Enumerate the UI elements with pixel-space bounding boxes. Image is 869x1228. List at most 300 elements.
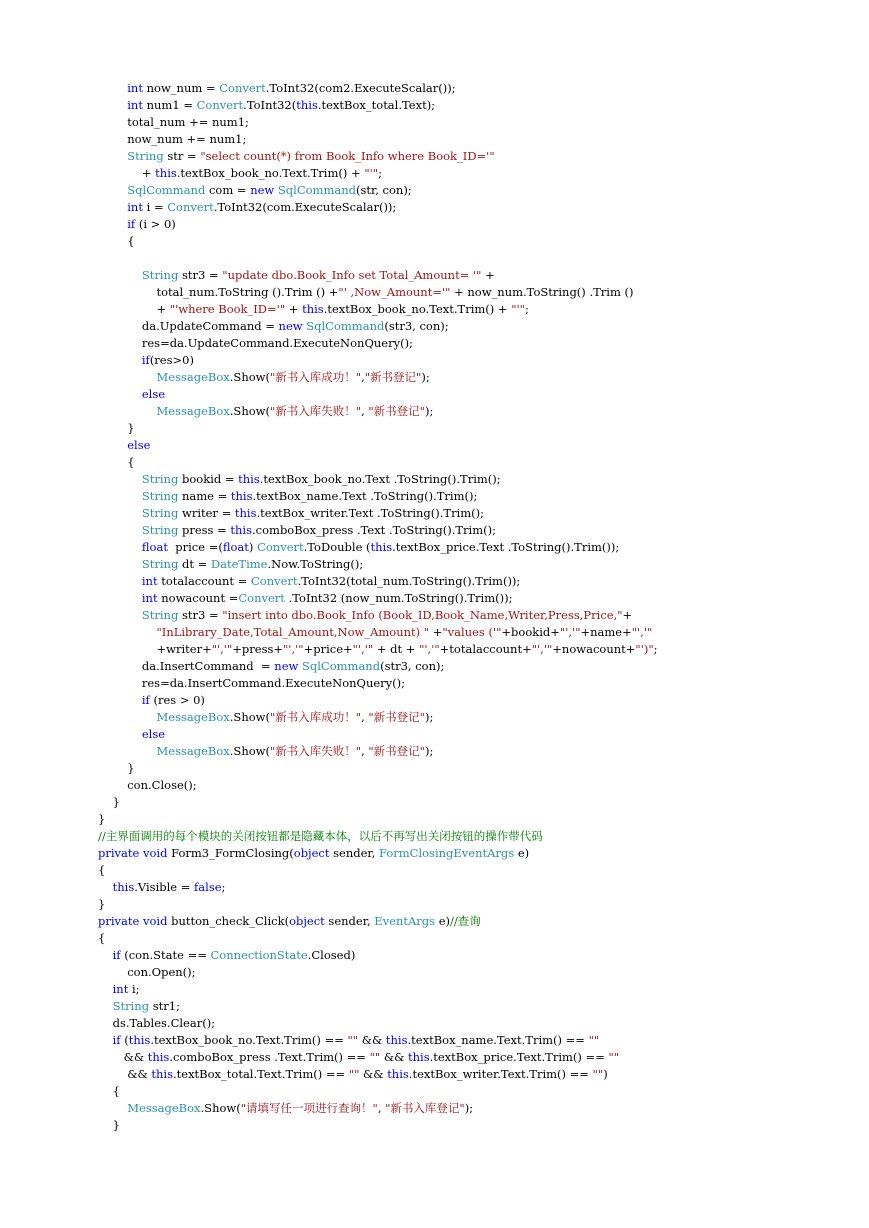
code-line: [98, 692, 858, 709]
code-token: "新书登记": [368, 404, 425, 418]
code-line: [98, 624, 858, 641]
code-line: [98, 1049, 858, 1066]
code-token: .ToInt32(com2.ExecuteScalar());: [265, 81, 456, 95]
code-token: .Show(: [200, 1101, 241, 1115]
code-token: {: [98, 455, 135, 469]
code-token: String: [141, 268, 179, 282]
code-line: [98, 709, 858, 726]
code-token: [98, 472, 142, 486]
code-token: ConnectionState: [210, 948, 308, 962]
code-line: [98, 590, 858, 607]
code-line: [98, 556, 858, 573]
code-token: +: [98, 302, 170, 316]
code-token: String: [141, 472, 179, 486]
code-token: [98, 1101, 127, 1115]
code-line: [98, 658, 858, 675]
code-line: [98, 522, 858, 539]
code-token: "": [348, 1067, 360, 1081]
code-token: new: [278, 319, 303, 333]
code-token: (i > 0): [135, 217, 176, 231]
code-token: "新书入库登记": [385, 1101, 465, 1115]
code-line: [98, 182, 858, 199]
code-token: i =: [142, 200, 168, 214]
code-token: else: [141, 387, 166, 401]
code-token: +: [98, 166, 156, 180]
code-token: [98, 948, 113, 962]
code-token: e): [435, 914, 451, 928]
code-token: "','": [559, 625, 581, 639]
code-token: ,: [361, 370, 365, 384]
code-line: [98, 811, 858, 828]
code-token: "": [592, 1067, 604, 1081]
code-token: String: [112, 999, 150, 1013]
code-token: object: [293, 846, 330, 860]
code-token: }: [98, 795, 120, 809]
code-token: Convert: [251, 574, 298, 588]
code-token: +bookid+: [501, 625, 560, 639]
code-line: [98, 318, 858, 335]
code-token: [98, 880, 113, 894]
code-token: this: [230, 523, 253, 537]
code-line: [98, 471, 858, 488]
code-token: SqlCommand: [127, 183, 206, 197]
code-token: [98, 200, 127, 214]
code-token: int: [112, 982, 129, 996]
code-token: +: [481, 268, 495, 282]
code-token: ;: [653, 642, 658, 656]
code-token: "新书入库失败！": [269, 404, 362, 418]
code-token: int: [141, 574, 158, 588]
code-token: object: [289, 914, 325, 928]
code-line: [98, 539, 858, 556]
code-line: [98, 420, 858, 437]
code-token: num1 =: [142, 98, 197, 112]
code-token: res=da.UpdateCommand.ExecuteNonQuery();: [98, 336, 413, 350]
code-token: "新书登记": [364, 370, 422, 384]
code-token: SqlCommand: [306, 319, 385, 333]
code-token: +: [429, 625, 443, 639]
code-token: if: [127, 217, 136, 231]
code-token: res=da.InsertCommand.ExecuteNonQuery();: [98, 676, 406, 690]
code-line: [98, 607, 858, 624]
code-token: "','": [531, 642, 553, 656]
code-token: [98, 982, 113, 996]
code-line: [98, 1032, 858, 1049]
code-token: [98, 693, 142, 707]
code-token: MessageBox: [156, 370, 230, 384]
code-token: "','": [283, 642, 304, 656]
code-token: press =: [178, 523, 231, 537]
code-line: [98, 828, 858, 845]
code-line: [98, 80, 858, 97]
code-token: [98, 744, 157, 758]
code-line: [98, 913, 858, 930]
code-line: [98, 386, 858, 403]
code-token: "新书入库成功！": [269, 710, 362, 724]
code-token: +: [285, 302, 303, 316]
code-line: [98, 148, 858, 165]
code-token: [98, 489, 142, 503]
code-token: .textBox_book_no.Text.Trim() +: [323, 302, 512, 316]
code-line: [98, 284, 858, 301]
code-listing: [98, 80, 858, 1134]
code-token: +writer+: [98, 642, 212, 656]
code-line: [98, 403, 858, 420]
code-line: [98, 930, 858, 947]
code-token: ,: [361, 404, 369, 418]
code-token: (con.State ==: [120, 948, 211, 962]
code-line: [98, 454, 858, 471]
code-token: .textBox_price.Text.Trim() ==: [429, 1050, 609, 1064]
code-token: name =: [178, 489, 231, 503]
code-token: ): [248, 540, 258, 554]
code-token: EventArgs: [374, 914, 436, 928]
code-token: +price+: [303, 642, 353, 656]
code-token: [98, 404, 157, 418]
code-token: "新书登记": [368, 710, 425, 724]
code-token: ;: [378, 166, 382, 180]
code-token: &&: [359, 1067, 388, 1081]
code-token: MessageBox: [127, 1101, 201, 1115]
code-token: if: [141, 353, 150, 367]
code-token: new: [274, 659, 299, 673]
code-token: .textBox_writer.Text .ToString().Trim();: [256, 506, 484, 520]
code-token: button_check_Click(: [167, 914, 290, 928]
code-line: [98, 352, 858, 369]
code-token: }: [98, 761, 135, 775]
code-line: [98, 964, 858, 981]
code-token: .ToInt32(: [243, 98, 297, 112]
code-line: [98, 845, 858, 862]
code-token: now_num =: [142, 81, 220, 95]
code-token: (str3, con);: [384, 319, 449, 333]
code-token: ,: [361, 710, 369, 724]
code-token: +nowacount+: [552, 642, 636, 656]
code-token: .textBox_name.Text.Trim() ==: [407, 1033, 589, 1047]
code-token: ;: [221, 880, 226, 894]
code-token: con.Close();: [98, 778, 197, 792]
code-token: (str, con);: [356, 183, 412, 197]
code-line: [98, 301, 858, 318]
code-token: con.Open();: [98, 965, 196, 979]
code-line: [98, 794, 858, 811]
code-token: &&: [380, 1050, 408, 1064]
code-token: Convert: [257, 540, 304, 554]
code-token: "": [369, 1050, 381, 1064]
code-token: [98, 98, 127, 112]
code-line: [98, 1015, 858, 1032]
code-line: [98, 114, 858, 131]
code-token: "','": [631, 625, 653, 639]
code-token: this: [302, 302, 324, 316]
code-token: "values ('": [442, 625, 502, 639]
code-token: int: [127, 200, 143, 214]
code-line: [98, 573, 858, 590]
code-token: [98, 149, 127, 163]
code-line: [98, 97, 858, 114]
code-token: + dt +: [373, 642, 420, 656]
code-token: sender,: [329, 846, 379, 860]
code-token: );: [464, 1101, 474, 1115]
code-token: void: [142, 846, 168, 860]
code-token: .comboBox_press .Text.Trim() ==: [169, 1050, 370, 1064]
code-token: (: [120, 1033, 129, 1047]
code-token: .textBox_total.Text);: [317, 98, 436, 112]
code-line: [98, 947, 858, 964]
code-token: "','": [211, 642, 233, 656]
code-token: "insert into dbo.Book_Info (Book_ID,Book_Name,Writer,Press,Price,": [222, 608, 623, 622]
code-token: this: [147, 1050, 170, 1064]
code-line: [98, 981, 858, 998]
code-token: SqlCommand: [277, 183, 356, 197]
code-token: "新书登记": [368, 744, 425, 758]
code-token: da.InsertCommand =: [98, 659, 275, 673]
code-line: [98, 1117, 858, 1134]
code-token: +name+: [580, 625, 632, 639]
code-token: +totalaccount+: [439, 642, 532, 656]
code-token: MessageBox: [156, 710, 230, 724]
code-token: bookid =: [178, 472, 239, 486]
code-token: [98, 353, 142, 367]
code-token: float: [141, 540, 168, 554]
code-token: {: [98, 234, 135, 248]
code-line: [98, 641, 858, 658]
code-token: SqlCommand: [302, 659, 381, 673]
code-token: [98, 217, 127, 231]
code-line: [98, 165, 858, 182]
code-token: .ToInt32(com.ExecuteScalar());: [213, 200, 397, 214]
code-token: }: [98, 812, 106, 826]
code-token: "')": [635, 642, 654, 656]
code-token: +press+: [232, 642, 284, 656]
code-token: "新书入库失败！": [269, 744, 362, 758]
code-token: "InLibrary_Date,Total_Amount,Now_Amount) ": [156, 625, 430, 639]
code-line: [98, 1100, 858, 1117]
code-token: da.UpdateCommand =: [98, 319, 279, 333]
code-token: this: [112, 880, 135, 894]
code-line: [98, 1083, 858, 1100]
code-token: com =: [205, 183, 251, 197]
code-token: this: [387, 1067, 409, 1081]
code-line: [98, 369, 858, 386]
code-token: [98, 727, 142, 741]
code-line: [98, 675, 858, 692]
code-token: [98, 506, 142, 520]
code-token: this: [407, 1050, 430, 1064]
code-line: [98, 199, 858, 216]
code-token: str3 =: [178, 268, 223, 282]
code-token: this: [234, 506, 257, 520]
code-token: String: [141, 557, 179, 571]
code-token: [98, 591, 142, 605]
code-line: [98, 267, 858, 284]
code-token: [98, 183, 127, 197]
code-token: DateTime: [210, 557, 268, 571]
code-token: );: [424, 404, 434, 418]
code-token: i;: [128, 982, 140, 996]
code-token: //查询: [450, 914, 481, 928]
code-line: [98, 743, 858, 760]
code-token: int: [141, 591, 158, 605]
code-token: Convert: [167, 200, 214, 214]
code-token: .textBox_book_no.Text.Trim() ==: [150, 1033, 348, 1047]
code-token: this: [155, 166, 177, 180]
code-line: [98, 760, 858, 777]
code-line: [98, 216, 858, 233]
code-token: FormClosingEventArgs: [378, 846, 515, 860]
code-token: [98, 370, 157, 384]
code-token: ds.Tables.Clear();: [98, 1016, 216, 1030]
code-line: [98, 250, 858, 267]
code-line: [98, 505, 858, 522]
code-token: false: [194, 880, 222, 894]
code-token: price =(: [167, 540, 223, 554]
code-token: str3 =: [178, 608, 223, 622]
code-token: this: [230, 489, 253, 503]
code-token: this: [385, 1033, 408, 1047]
code-token: "'": [511, 302, 525, 316]
code-token: sender,: [324, 914, 375, 928]
code-token: this: [151, 1067, 173, 1081]
code-token: if: [112, 1033, 121, 1047]
code-token: .Now.ToString();: [267, 557, 364, 571]
code-token: else: [127, 438, 151, 452]
code-token: totalaccount =: [157, 574, 251, 588]
code-token: [98, 523, 142, 537]
code-token: String: [141, 608, 179, 622]
code-token: String: [141, 523, 179, 537]
code-token: "": [588, 1033, 600, 1047]
code-token: "'where Book_ID='": [169, 302, 286, 316]
code-line: [98, 998, 858, 1015]
code-token: String: [127, 149, 164, 163]
code-token: int: [127, 81, 143, 95]
code-line: [98, 437, 858, 454]
code-token: [98, 557, 142, 571]
code-token: }: [98, 421, 135, 435]
code-token: MessageBox: [156, 404, 230, 418]
code-token: .textBox_name.Text .ToString().Trim();: [252, 489, 478, 503]
code-token: Convert: [196, 98, 244, 112]
code-token: float: [222, 540, 249, 554]
code-token: [98, 540, 142, 554]
code-token: .ToInt32 (now_num.ToString().Trim());: [284, 591, 513, 605]
code-token: .Show(: [229, 404, 270, 418]
code-token: );: [424, 710, 434, 724]
code-token: .textBox_writer.Text.Trim() ==: [408, 1067, 593, 1081]
code-token: ;: [524, 302, 529, 316]
code-token: this: [238, 472, 260, 486]
code-token: .ToInt32(total_num.ToString().Trim());: [297, 574, 521, 588]
code-token: }: [98, 1118, 120, 1132]
code-token: new: [250, 183, 275, 197]
code-token: .ToDouble (: [303, 540, 371, 554]
code-token: "": [347, 1033, 359, 1047]
code-token: {: [98, 931, 106, 945]
code-token: ): [603, 1067, 608, 1081]
code-line: [98, 335, 858, 352]
code-token: dt =: [178, 557, 211, 571]
code-token: [98, 1033, 113, 1047]
code-token: ,: [377, 1101, 386, 1115]
code-token: this: [296, 98, 318, 112]
code-line: [98, 862, 858, 879]
code-token: //主界面调用的每个模块的关闭按钮都是隐藏本体，以后不再写出关闭按钮的操作带代码: [98, 829, 543, 843]
code-token: "update dbo.Book_Info set Total_Amount= '": [222, 268, 482, 282]
code-token: .Closed): [307, 948, 356, 962]
code-token: [98, 608, 142, 622]
code-token: if: [112, 948, 121, 962]
code-token: String: [141, 506, 179, 520]
code-token: .Show(: [229, 370, 270, 384]
code-token: }: [98, 897, 106, 911]
code-line: [98, 777, 858, 794]
code-token: {: [98, 863, 106, 877]
code-token: "'": [364, 166, 379, 180]
code-token: [98, 438, 127, 452]
code-token: e): [514, 846, 530, 860]
code-token: .textBox_book_no.Text.Trim() +: [176, 166, 365, 180]
code-token: [98, 625, 157, 639]
code-token: "新书入库成功！": [269, 370, 362, 384]
code-token: [98, 999, 113, 1013]
code-token: [98, 574, 142, 588]
code-token: .Show(: [229, 744, 270, 758]
code-token: this: [128, 1033, 151, 1047]
code-token: private: [98, 846, 140, 860]
code-token: .Visible =: [134, 880, 195, 894]
code-token: [98, 387, 142, 401]
code-token: writer =: [178, 506, 235, 520]
code-token: "','": [352, 642, 374, 656]
code-token: (res > 0): [149, 693, 205, 707]
code-token: );: [424, 744, 434, 758]
code-token: Form3_FormClosing(: [167, 846, 294, 860]
code-token: .textBox_book_no.Text .ToString().Trim();: [259, 472, 501, 486]
code-token: {: [98, 1084, 120, 1098]
code-token: MessageBox: [156, 744, 230, 758]
code-token: else: [141, 727, 166, 741]
code-token: total_num.ToString ().Trim () +: [98, 285, 339, 299]
code-token: str1;: [149, 999, 180, 1013]
code-token: void: [142, 914, 168, 928]
code-token: &&: [98, 1050, 148, 1064]
code-line: [98, 1066, 858, 1083]
code-token: + now_num.ToString() .Trim (): [450, 285, 634, 299]
code-token: Convert: [219, 81, 266, 95]
code-token: this: [370, 540, 393, 554]
code-token: +: [622, 608, 633, 622]
code-token: .comboBox_press .Text .ToString().Trim();: [252, 523, 496, 537]
code-token: .textBox_price.Text .ToString().Trim());: [392, 540, 620, 554]
code-token: [98, 268, 142, 282]
code-line: [98, 233, 858, 250]
code-token: "select count(*) from Book_Info where Book_ID='": [200, 149, 495, 163]
code-line: [98, 131, 858, 148]
code-token: if: [141, 693, 150, 707]
code-token: [98, 710, 157, 724]
code-token: &&: [98, 1067, 152, 1081]
code-token: "','": [419, 642, 440, 656]
code-line: [98, 488, 858, 505]
code-token: String: [141, 489, 179, 503]
code-token: );: [421, 370, 430, 384]
code-line: [98, 896, 858, 913]
code-token: Convert: [238, 591, 285, 605]
code-line: [98, 879, 858, 896]
code-token: (str3, con);: [380, 659, 445, 673]
code-token: .Show(: [229, 710, 270, 724]
